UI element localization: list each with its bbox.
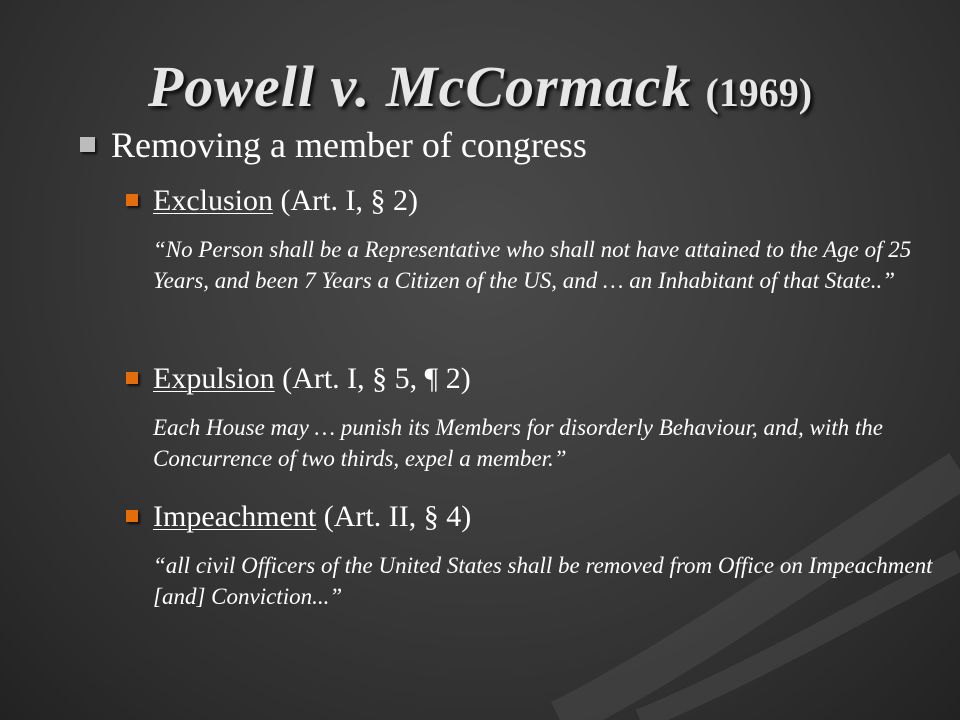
square-bullet-icon (126, 510, 138, 522)
square-bullet-icon (80, 137, 95, 152)
exclusion-term: Exclusion (153, 184, 273, 217)
case-year: (1969) (705, 70, 813, 115)
square-bullet-icon (126, 194, 138, 206)
sub-bullet-exclusion (126, 186, 418, 216)
square-bullet-icon (126, 372, 138, 384)
case-name: Powell v. McCormack (147, 54, 692, 119)
expulsion-citation: (Art. I, § 5, ¶ 2) (274, 362, 471, 395)
expulsion-quote: Each House may … punish its Members for disorderly Behaviour, and, with the Concurrence of two thirds, expel a member.” (153, 415, 883, 471)
impeachment-quote: “all civil Officers of the United States shall be removed from Office on Impeachment [and] Conviction...” (153, 553, 933, 609)
exclusion-quote: “No Person shall be a Representative who shall not have attained to the Age of 25 Years, and been 7 Years a Citizen of the US, and … an Inhabitant of that State..” (153, 237, 912, 293)
sub-bullet-expulsion (126, 364, 471, 394)
expulsion-term: Expulsion (153, 362, 275, 395)
sub-bullet-impeachment (126, 502, 471, 532)
main-bullet-text: Removing a member of congress (111, 125, 587, 165)
exclusion-citation: (Art. I, § 2) (273, 184, 418, 217)
impeachment-citation: (Art. II, § 4) (316, 500, 472, 533)
slide-title (0, 54, 960, 119)
main-bullet (80, 127, 587, 163)
impeachment-term: Impeachment (153, 500, 317, 533)
